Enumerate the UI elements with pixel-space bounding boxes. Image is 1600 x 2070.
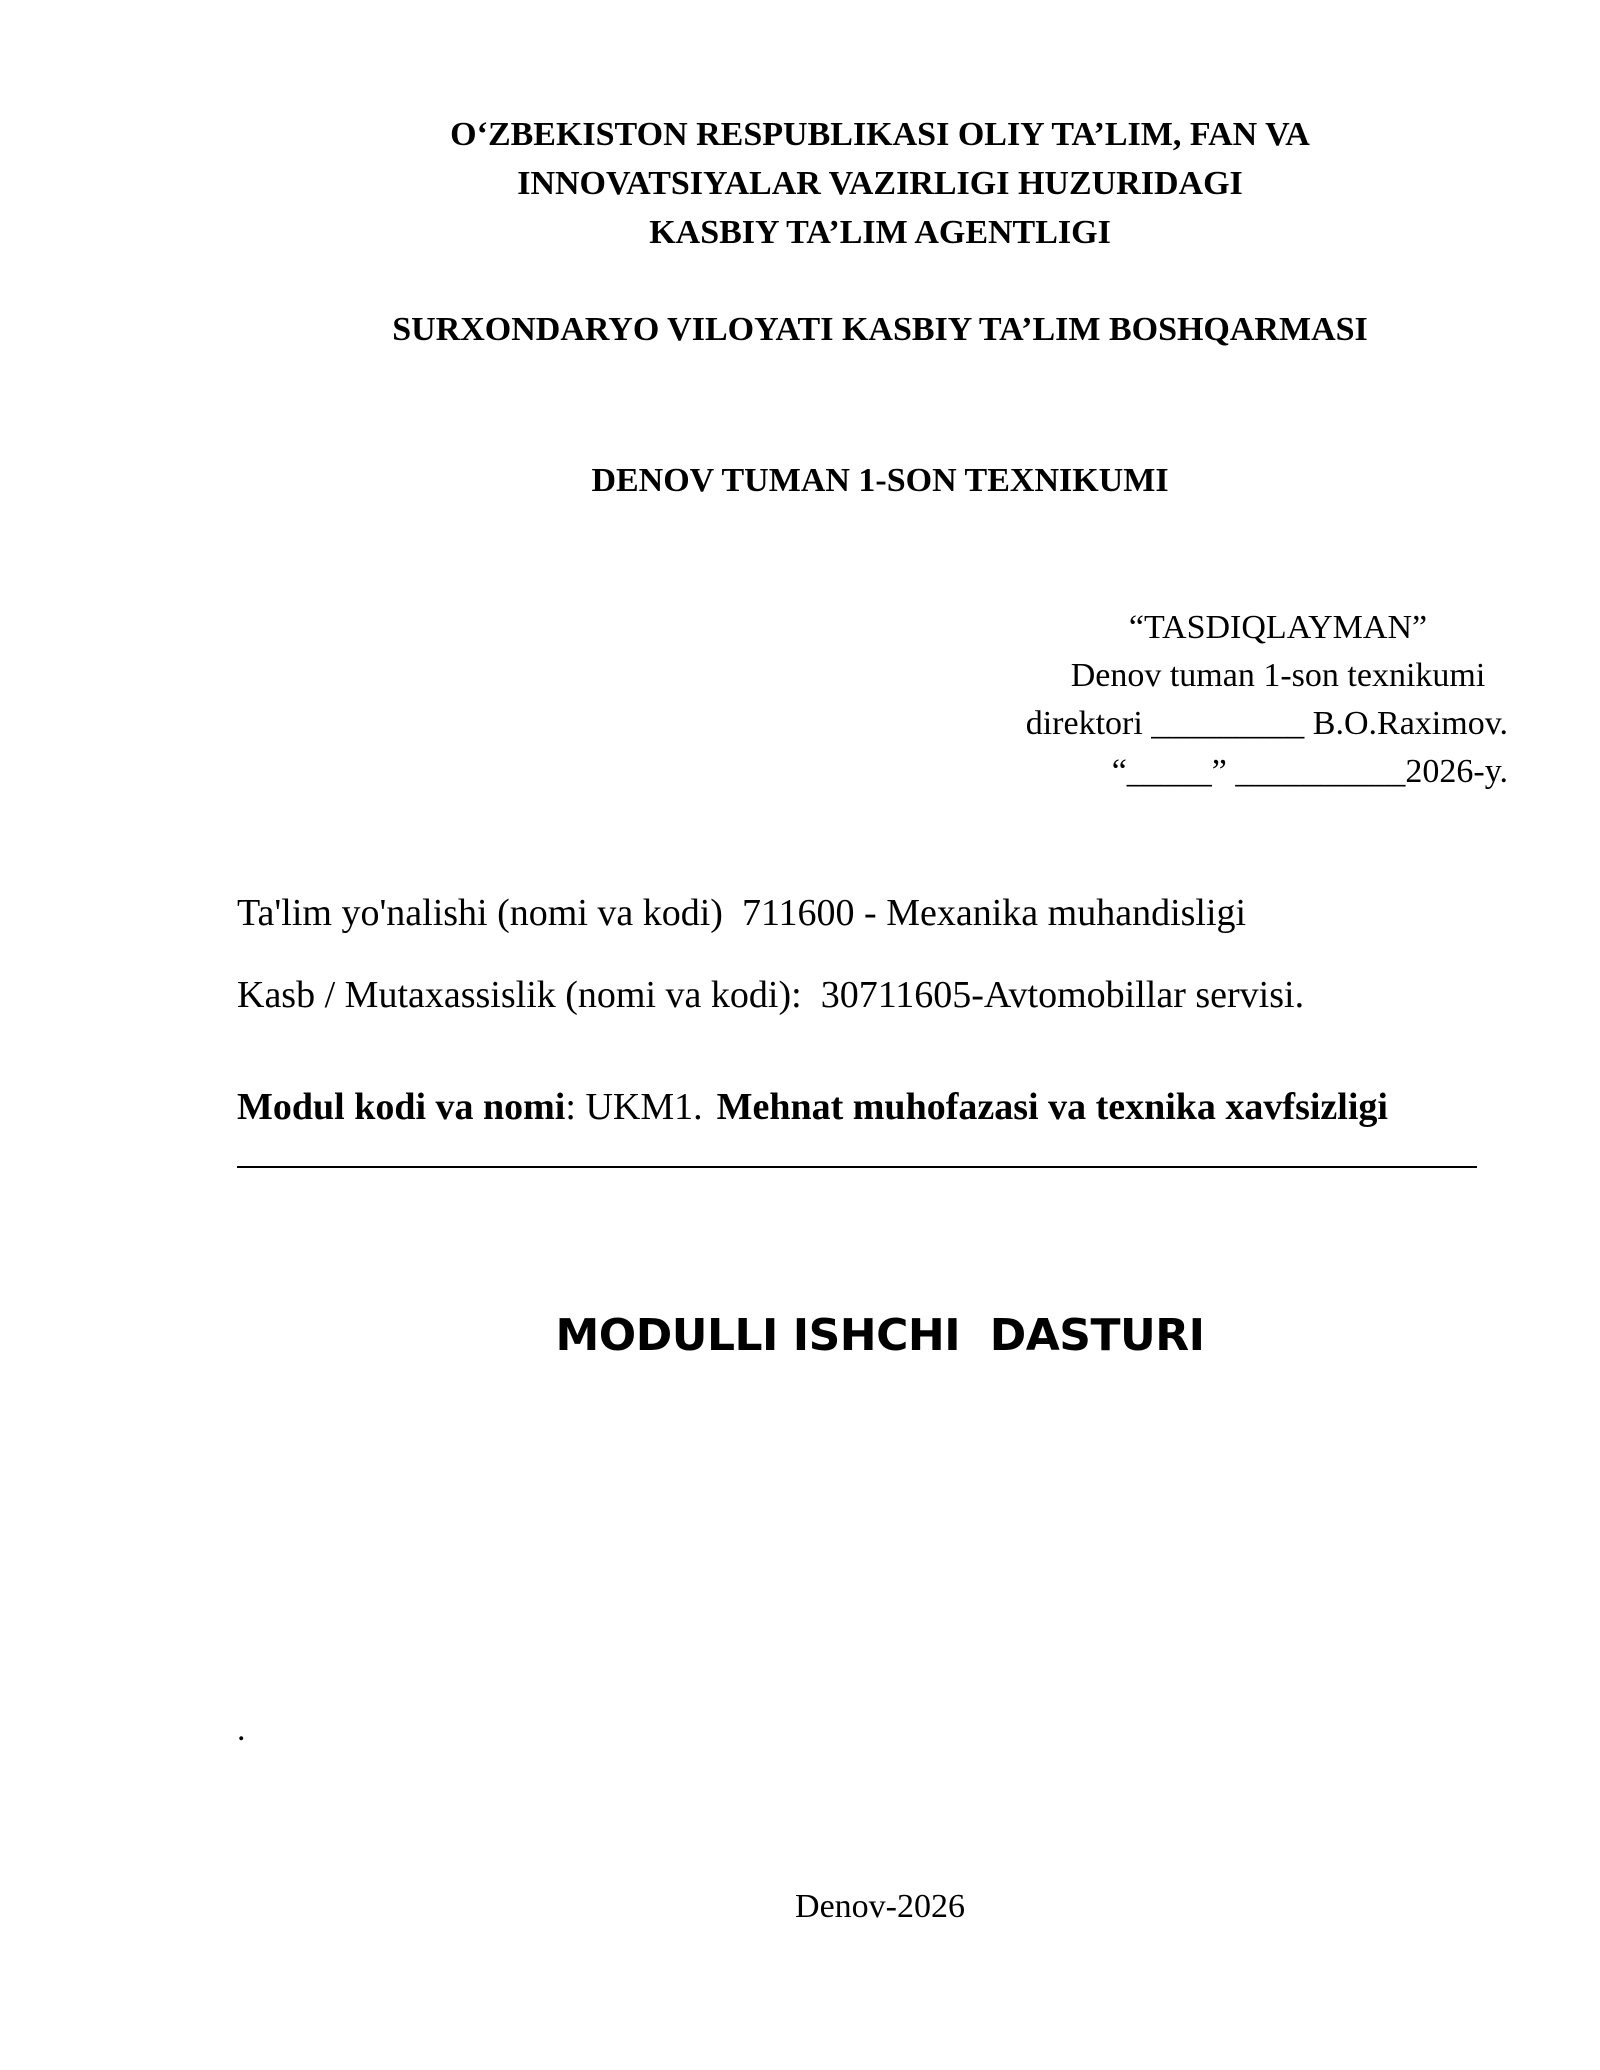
ministry-header	[0, 110, 1600, 257]
approval-block	[988, 604, 1508, 796]
module-label: Modul kodi va nomi	[237, 1086, 566, 1128]
profession-value: 30711605-Avtomobillar servisi.	[820, 974, 1305, 1016]
region-header: SURXONDARYO VILOYATI KASBIY TA’LIM BOSHQARMASI	[392, 311, 1368, 348]
footer-place-year: Denov-2026	[795, 1888, 965, 1925]
ministry-line-1: O‘ZBEKISTON RESPUBLIKASI OLIY TA’LIM, FAN VA	[450, 116, 1310, 153]
approval-title: “TASDIQLAYMAN”	[1128, 609, 1428, 646]
ministry-line-3: KASBIY TA’LIM AGENTLIGI	[649, 214, 1111, 251]
ministry-line-2: INNOVATSIYALAR VAZIRLIGI HUZURIDAGI	[517, 165, 1243, 202]
module-separator: :	[565, 1086, 576, 1128]
approval-date: “_____” __________2026-y.	[1111, 753, 1508, 790]
module-name: Mehnat muhofazasi va texnika xavfsizligi	[716, 1086, 1388, 1128]
education-direction-label: Ta'lim yo'nalishi (nomi va kodi)	[237, 892, 723, 934]
underline-rule	[237, 1166, 1477, 1168]
approval-institution: Denov tuman 1-son texnikumi	[1070, 657, 1486, 694]
document-title: MODULLI ISHCHI DASTURI	[555, 1310, 1205, 1361]
module-code: UKM1.	[585, 1086, 703, 1128]
module-line	[237, 1082, 1388, 1132]
profession	[237, 970, 1304, 1020]
approval-director-signature: direktori _________ B.O.Raximov.	[1025, 705, 1508, 742]
education-direction-value: 711600 - Mexanika muhandisligi	[741, 892, 1247, 934]
profession-label: Kasb / Mutaxassislik (nomi va kodi):	[237, 974, 802, 1016]
college-header: DENOV TUMAN 1-SON TEXNIKUMI	[591, 462, 1169, 499]
stray-dot: .	[237, 1711, 246, 1748]
education-direction	[237, 888, 1246, 938]
